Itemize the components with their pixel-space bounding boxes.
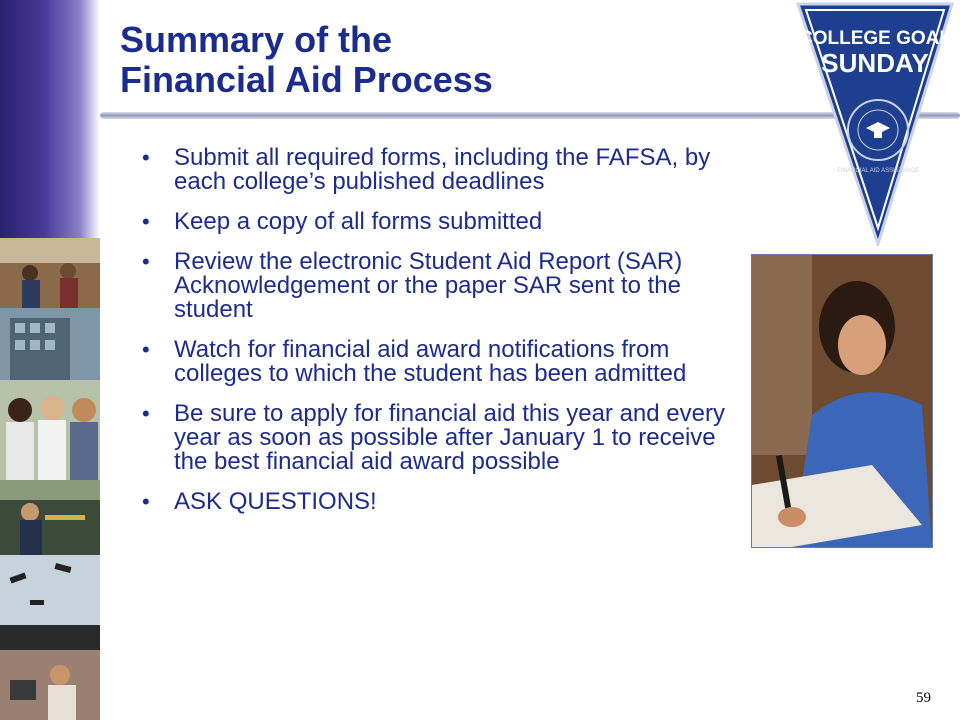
bullet-list: [130, 146, 730, 530]
bullet-text: Review the electronic Student Aid Report (SAR) Acknowledgement or the paper SAR sent to the student: [174, 248, 683, 323]
bullet-item: [130, 338, 730, 386]
logo-line-2: SUNDAY: [821, 48, 929, 78]
page-number: 59: [916, 690, 931, 706]
slide-title-line-1: Summary of the: [120, 19, 393, 60]
graduation-photo: [0, 555, 100, 650]
musicians-photo: [0, 480, 100, 555]
slide-title: [120, 20, 493, 100]
bullet-text: Be sure to apply for financial aid this year and every year as soon as possible after January 1 to receive the best financial aid award possible: [174, 400, 725, 475]
logo-line-1: COLLEGE GOAL: [799, 28, 951, 49]
bullet-dot-icon: •: [142, 401, 150, 426]
woman-filling-form-photo: [751, 254, 933, 548]
office-photo: [0, 650, 100, 720]
classroom-photo: [0, 238, 100, 308]
slide-title-line-2: Financial Aid Process: [120, 59, 493, 100]
bullet-item: [130, 210, 730, 234]
bullet-dot-icon: •: [142, 209, 150, 234]
bullet-dot-icon: •: [142, 489, 150, 514]
bullet-text: Submit all required forms, including the FAFSA, by each college’s published deadlines: [174, 144, 711, 195]
bullet-dot-icon: •: [142, 249, 150, 274]
bullet-item: [130, 490, 730, 514]
building-photo: [0, 308, 100, 380]
bullet-item: [130, 146, 730, 194]
bullet-text: Watch for financial aid award notifications from colleges to which the student has been admitted: [174, 336, 687, 387]
bullet-item: [130, 250, 730, 322]
bullet-text: Keep a copy of all forms submitted: [174, 208, 543, 235]
bullet-text: ASK QUESTIONS!: [174, 488, 377, 515]
bullet-dot-icon: •: [142, 145, 150, 170]
logo-seal-text: FINANCIAL AID ASSISTANCE: [837, 168, 919, 174]
bullet-item: [130, 402, 730, 474]
left-photo-strip: [0, 0, 100, 720]
students-photo: [0, 380, 100, 480]
bullet-dot-icon: •: [142, 337, 150, 362]
college-goal-sunday-logo: [796, 2, 954, 246]
